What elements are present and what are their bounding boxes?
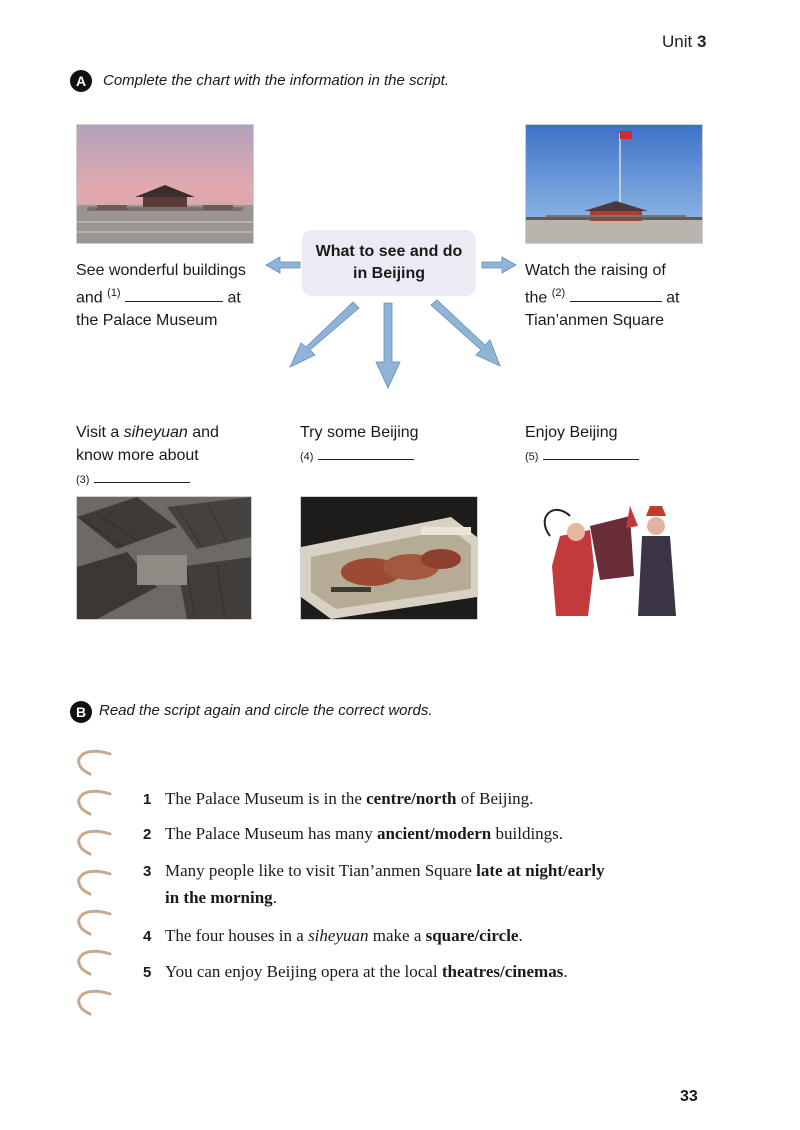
center-title-line2: in Beijing xyxy=(353,265,425,282)
statement-1: 1 The Palace Museum is in the centre/north of Beijing. xyxy=(143,789,534,808)
statement-4: 4 The four houses in a siheyuan make a square/circle. xyxy=(143,926,523,945)
page-number: 33 xyxy=(680,1088,698,1105)
choice-3-cont[interactable]: in the morning xyxy=(165,888,273,907)
center-title-line1: What to see and do xyxy=(315,243,463,260)
choice-2[interactable]: ancient/modern xyxy=(376,824,492,843)
beijing-opera-photo xyxy=(530,496,695,618)
arrow-right xyxy=(482,257,516,273)
section-a-badge: A xyxy=(70,70,92,92)
statement-5: 5 You can enjoy Beijing opera at the local theatres/cinemas. xyxy=(143,962,568,981)
choice-4[interactable]: square/circle xyxy=(425,926,519,945)
choice-3[interactable]: late at night/early xyxy=(476,861,605,880)
blank-3[interactable] xyxy=(94,470,190,483)
chart-item-4: Try some Beijing (4) xyxy=(300,424,419,463)
arrow-down-right xyxy=(431,300,500,366)
statement-2: 2 The Palace Museum has many ancient/modern buildings. xyxy=(143,824,564,843)
siheyuan-photo xyxy=(76,496,252,620)
blank-1[interactable] xyxy=(125,289,223,302)
statement-3: 3 Many people like to visit Tian’anmen Square late at night/early in the morning. xyxy=(143,861,605,907)
decorative-swirls xyxy=(60,742,130,1022)
blank-2[interactable] xyxy=(570,289,662,302)
choice-5[interactable]: theatres/cinemas xyxy=(441,962,564,981)
arrow-down-left xyxy=(290,302,359,367)
blank-5[interactable] xyxy=(543,447,639,460)
chart-item-5: Enjoy Beijing (5) xyxy=(525,421,639,469)
chart-item-2: Watch the raising of the $^{(2)}$ at Tian’anmen Square xyxy=(525,262,680,330)
arrow-down xyxy=(376,303,400,388)
chart-arrows xyxy=(0,0,800,420)
blank-4[interactable] xyxy=(318,447,414,460)
arrow-left xyxy=(266,257,300,273)
section-b-badge: B xyxy=(70,701,92,723)
section-a-instruction: Complete the chart with the information in the script. xyxy=(103,72,449,89)
choice-1[interactable]: centre/north xyxy=(366,789,457,808)
section-b-instruction: Read the script again and circle the correct words. xyxy=(99,702,433,719)
chart-item-1: See wonderful buildings and $^{(1)}$ at the Palace Museum xyxy=(76,262,246,330)
roast-duck-photo xyxy=(300,496,478,620)
chart-item-3: Visit a siheyuan and know more about (3) xyxy=(76,424,219,486)
unit-label: Unit 3 xyxy=(662,32,707,51)
